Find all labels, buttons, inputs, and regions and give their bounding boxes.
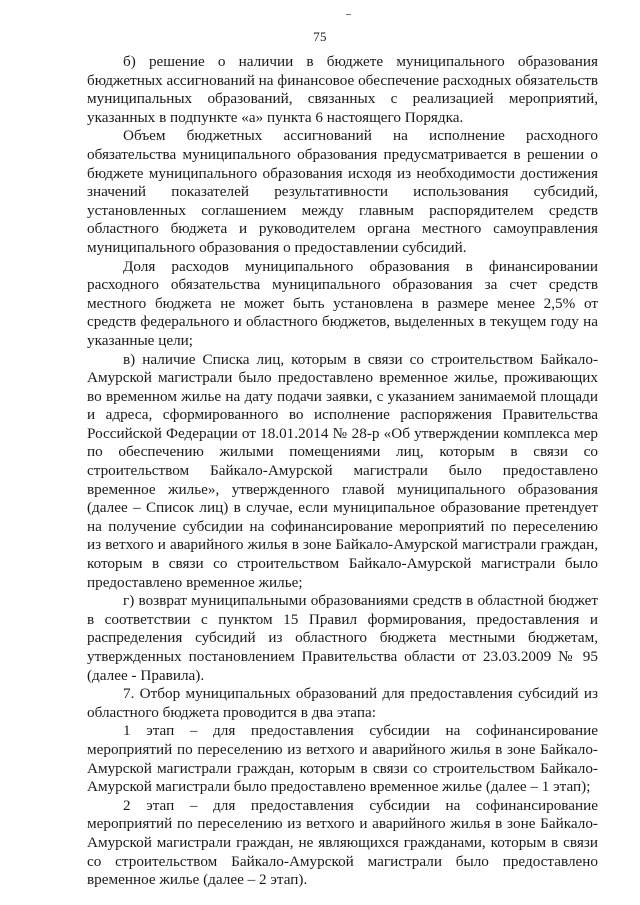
paragraph-stage-1: 1 этап – для предоставления субсидии на софинансирование мероприятий по переселению из ветхого и аварийного жилья в зоне Байкало-Амурской магистрали граждан, которым в связи со строительством Байкало-Амурской магистрали было предоставлено временное жилье (далее – 1 этап);: [87, 722, 598, 796]
page-number: 75: [313, 29, 327, 44]
scan-mark: [346, 14, 351, 15]
paragraph-v-persons-list: в) наличие Списка лиц, которым в связи со строительством Байкало-Амурской магистрали было предоставлено временное жилье, проживающих во временном жилье на дату подачи заявки, с указанием занимаемой площади и адреса, сформированного во исполнение распоряжения Правительства Российской Федерации от 18.01.2014 № 28-р «Об утверждении комплекса мер по обеспечению жилыми помещениями лиц, которым в связи со строительством Байкало-Амурской магистрали было предоставлено временное жилье», утвержденного главой муниципального образования (далее – Список лиц) в случае, если муниципальное образование претендует на получение субсидии на софинансирование мероприятий по переселению из ветхого и аварийного жилья в зоне Байкало-Амурской магистрали граждан, которым в связи со строительством Байкало-Амурской магистрали было предоставлено временное жилье;: [87, 350, 598, 591]
paragraph-b-decision: б) решение о наличии в бюджете муниципального образования бюджетных ассигнований на финансовое обеспечение расходных обязательств муниципальных образований, связанных с реализацией мероприятий, указанных в подпункте «а» пункта 6 настоящего Порядка.: [87, 53, 598, 126]
paragraph-expense-share: Доля расходов муниципального образования в финансировании расходного обязательства муниципального образования за счет средств местного бюджета не может быть установлена в размере менее 2,5% от средств федерального и областного бюджетов, выделенных в текущем году на указанные цели;: [87, 257, 598, 349]
paragraph-stage-2: 2 этап – для предоставления субсидии на софинансирование мероприятий по переселению из ветхого и аварийного жилья в зоне Байкало-Амурской магистрали граждан, не являющихся гражданами, которым в связи со строительством Байкало-Амурской магистрали было предоставлено временное жилье (далее – 2 этап).: [87, 796, 598, 889]
document-body: [87, 53, 598, 890]
paragraph-7-selection: 7. Отбор муниципальных образований для предоставления субсидий из областного бюджета проводится в два этапа:: [87, 685, 598, 721]
paragraph-budget-volume: Объем бюджетных ассигнований на исполнение расходного обязательства муниципального образования предусматривается в решении о бюджете муниципального образования исходя из необходимости достижения значений показателей результативности использования субсидий, установленных соглашением между главным распорядителем средств областного бюджета и руководителем органа местного самоуправления муниципального образования о предоставлении субсидий.: [87, 127, 598, 256]
paragraph-g-refund: г) возврат муниципальными образованиями средств в областной бюджет в соответствии с пунктом 15 Правил формирования, предоставления и распределения субсидий из областного бюджета местными бюджетам, утвержденных постановлением Правительства области от 23.03.2009 № 95 (далее - Правила).: [87, 592, 598, 684]
